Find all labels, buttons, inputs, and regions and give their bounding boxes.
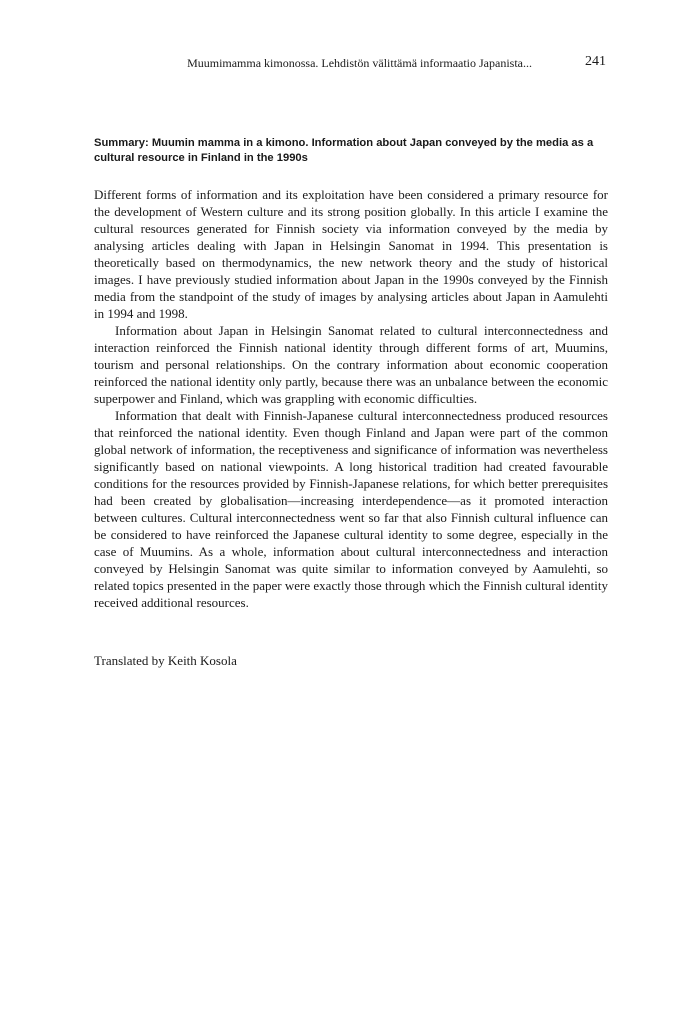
translator-note: Translated by Keith Kosola [94, 653, 237, 668]
summary-heading: Summary: Muumin mamma in a kimono. Information about Japan conveyed by the media as a cultural resource in Finland in the 1990s [94, 137, 594, 164]
summary-body [94, 186, 608, 611]
paragraph-1: Different forms of information and its exploitation have been considered a primary resource for the development of Western culture and its strong position globally. In this article I examine the cultural resources generated for Finnish society via information conveyed by the media by analysing articles dealing with Japan in Helsingin Sanomat in 1994. This presentation is theoretically based on thermodynamics, the new network theory and the study of historical images. I have previously studied information about Japan in the 1990s conveyed by the Finnish media from the standpoint of the study of images by analysing articles about Japan in Aamulehti in 1994 and 1998. [94, 187, 608, 321]
running-header [94, 56, 606, 72]
running-title: Muumimamma kimonossa. Lehdistön välittämä informaatio Japanista... [187, 56, 532, 70]
page-number: 241 [585, 54, 606, 69]
paragraph-3: Information that dealt with Finnish-Japanese cultural interconnectedness produced resources that reinforced the national identity. Even though Finland and Japan were part of the common global network of information, the receptiveness and significance of information was nevertheless significantly based on national viewpoints. A long historical tradition had created favourable conditions for the resources provided by Finnish-Japanese relations, for which better prerequisites had been created by globalisation—increasing interdependence—as it promoted interaction between cultures. Cultural interconnectedness went so far that also Finnish cultural influence can be considered to have reinforced the Japanese cultural identity to some degree, especially in the case of Muumins. As a whole, information about cultural interconnectedness and interaction conveyed by Helsingin Sanomat was quite similar to information conveyed by Aamulehti, so related topics presented in the paper were exactly those through which the Finnish cultural identity received additional resources. [94, 408, 608, 610]
paragraph-2: Information about Japan in Helsingin Sanomat related to cultural interconnectedness and interaction reinforced the Finnish national identity through different forms of art, Muumins, tourism and personal relationships. On the contrary information about economic cooperation reinforced the national identity only partly, because there was an unbalance between the economic superpower and Finland, which was grappling with economic difficulties. [94, 323, 608, 406]
